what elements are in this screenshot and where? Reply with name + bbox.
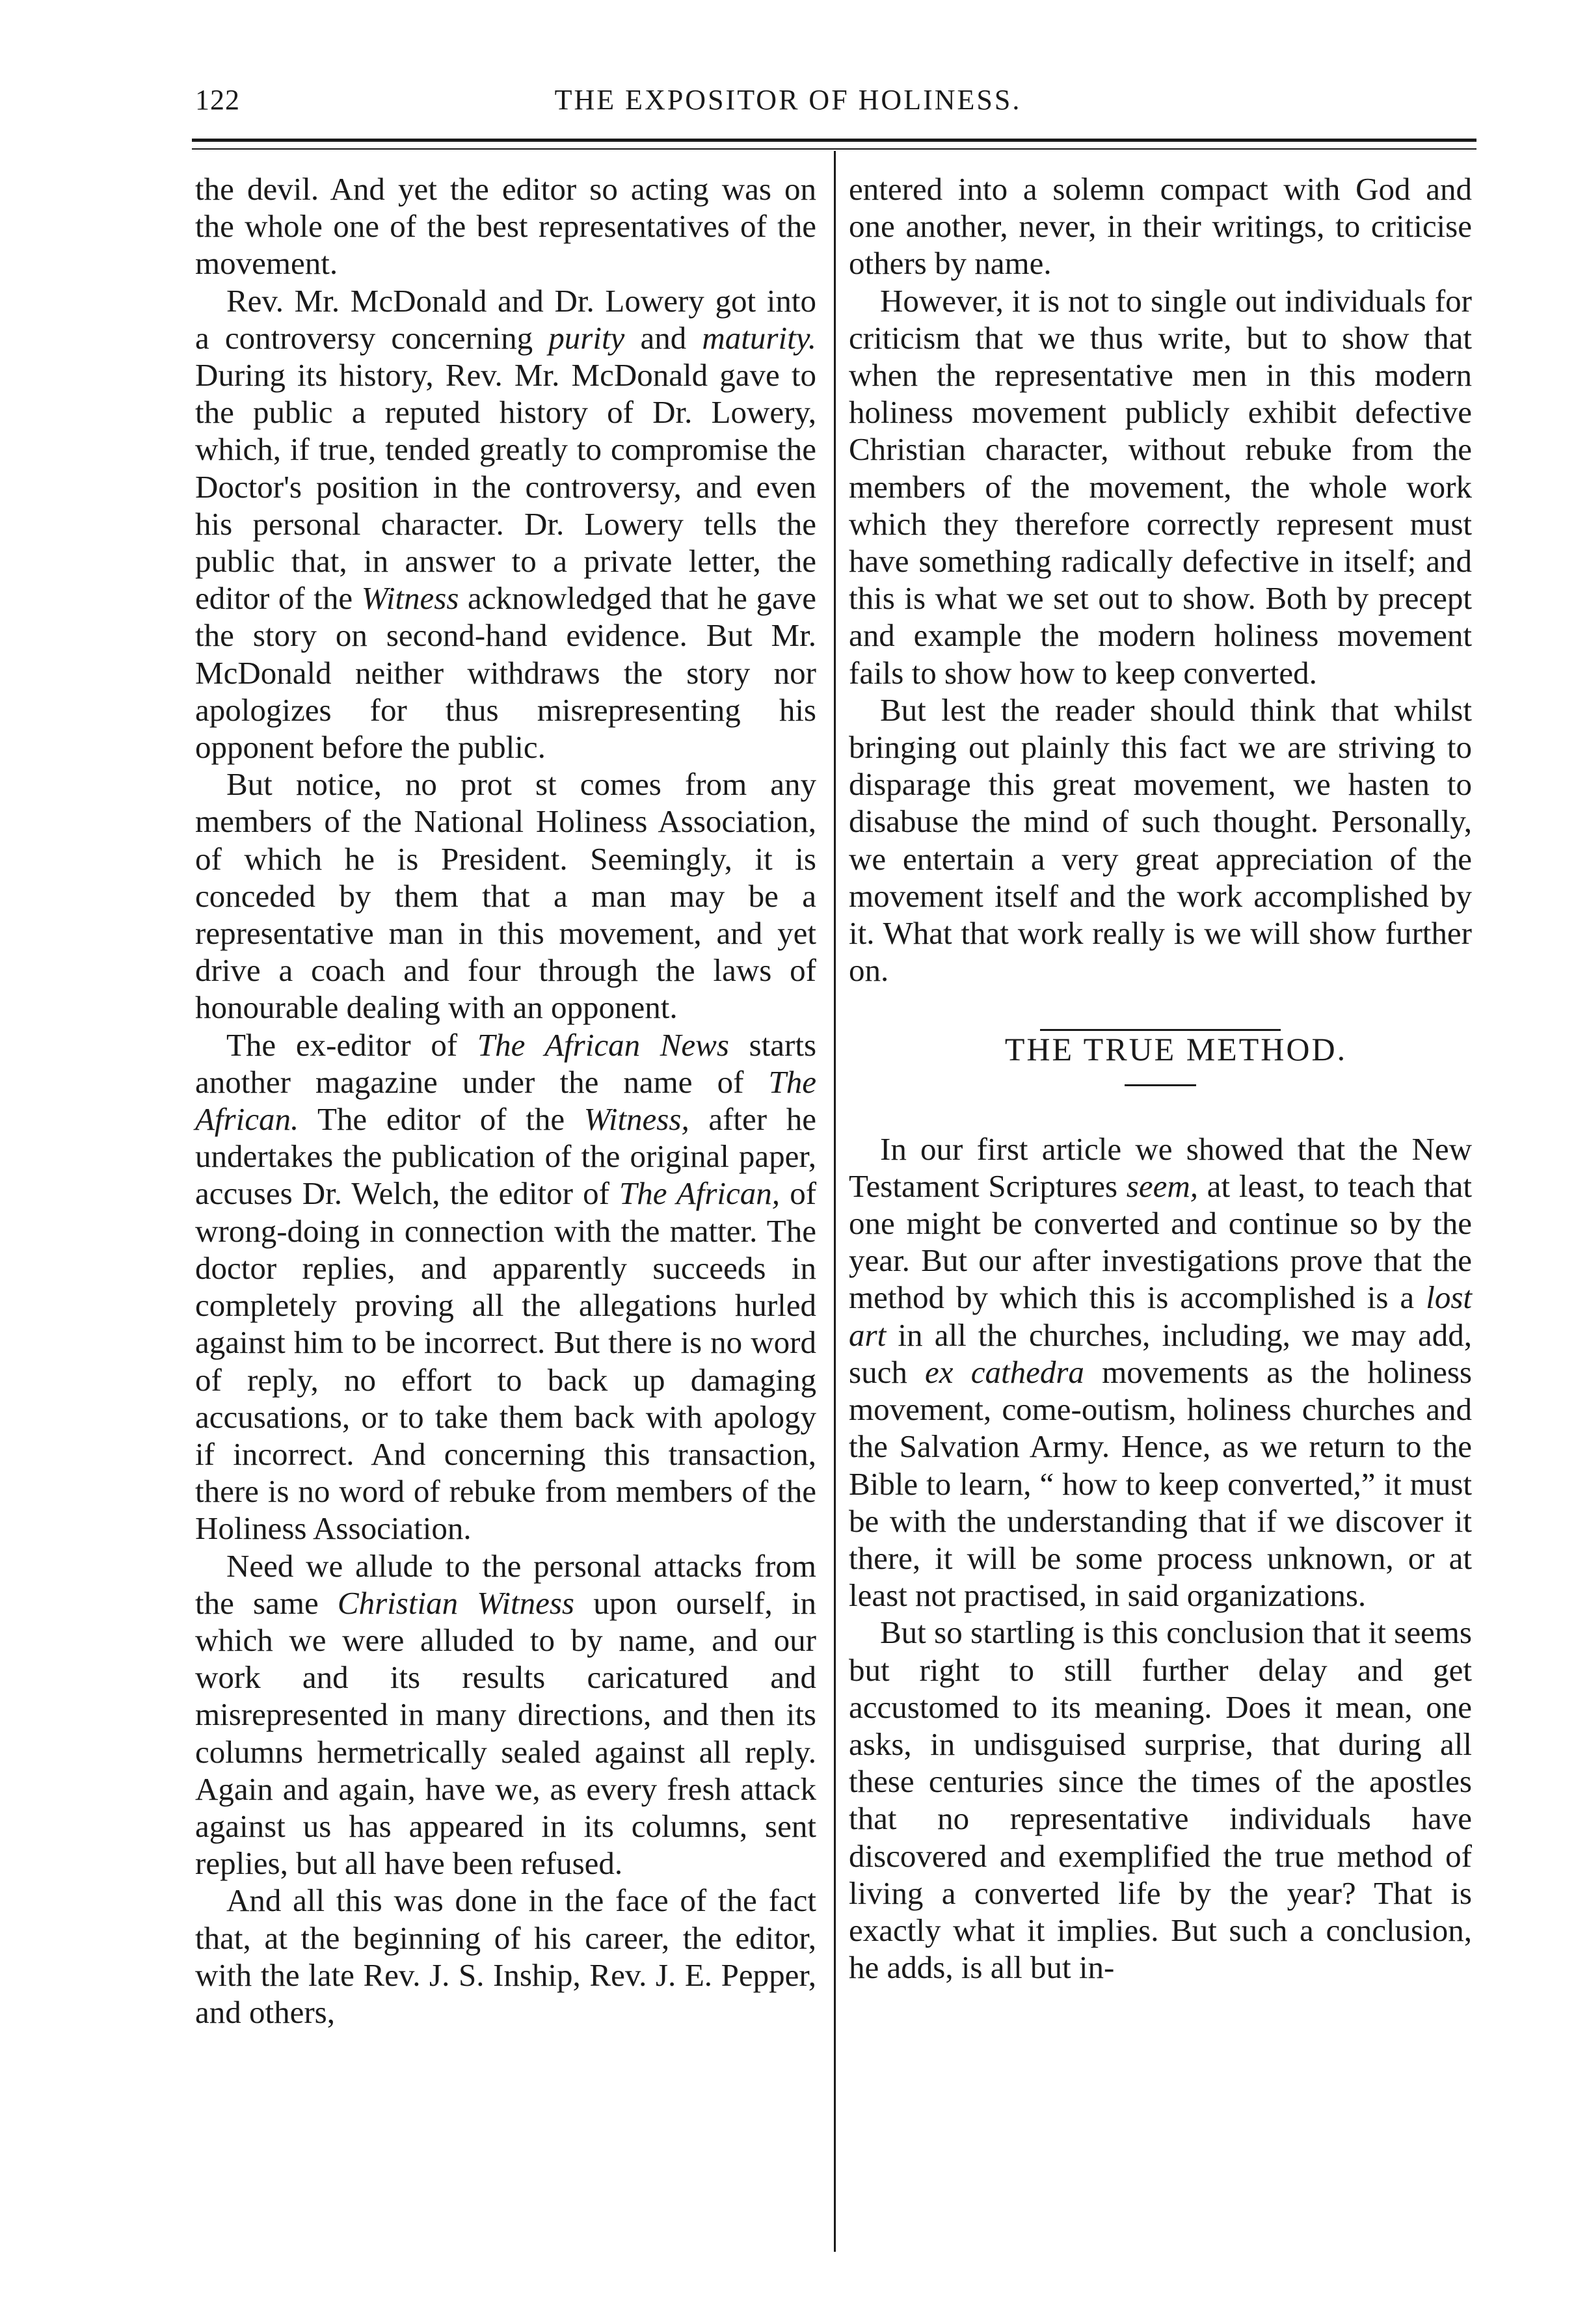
left-paragraph-6: And all this was done in the face of the fact that, at the beginning of his career, the editor, with the late Rev. J. S. Inship, Rev. J. E. Pepper, and others, — [195, 1882, 816, 2030]
right-paragraph-5: But so startling is this conclusion that it seems but right to still further delay and get accustomed to its meaning. Does it mean, one asks, in undisguised surprise, that during all these centuries since the times of the apostles that no representative individuals have discovered and exemplified the true method of living a converted life by the year? That is exactly what it implies. But such a conclusion, he adds, is all but in- — [849, 1614, 1472, 1986]
right-paragraph-1: entered into a solemn compact with God and one another, never, in their writings, to criticise others by name. — [849, 171, 1472, 282]
section-heading-underline — [1125, 1084, 1196, 1086]
left-paragraph-1: the devil. And yet the editor so acting was on the whole one of the best representatives of the movement. — [195, 171, 816, 282]
left-paragraph-5: Need we allude to the personal attacks from the same Christian Witness upon ourself, in which we were alluded to by name, and our work and its results caricatured and misrepresented in many directions, and then its columns hermetrically sealed against all reply. Again and again, have we, as every fresh attack against us has appeared in its columns, sent replies, but all have been refused. — [195, 1547, 816, 1882]
right-column — [849, 170, 1472, 1986]
section-heading: THE TRUE METHOD. — [1004, 1031, 1348, 1068]
left-paragraph-2: Rev. Mr. McDonald and Dr. Lowery got into a controversy concerning purity and maturity. During its history, Rev. Mr. McDonald gave to the public a reputed history of Dr. Lowery, which, if true, tended greatly to compromise the Doctor's position in the controversy, and even his personal character. Dr. Lowery tells the public that, in answer to a private letter, the editor of the Witness acknowledged that he gave the story on second-hand evidence. But Mr. McDonald neither withdraws the story nor apologizes for thus misrepresenting his opponent before the public. — [195, 282, 816, 766]
right-paragraph-3: But lest the reader should think that whilst bringing out plainly this fact we are striving to disparage this great movement, we hasten to disabuse the mind of such thought. Personally, we entertain a very great appreciation of the movement itself and the work accomplished by it. What that work really is we will show further on. — [849, 691, 1472, 989]
running-head: THE EXPOSITOR OF HOLINESS. — [554, 84, 1022, 116]
right-paragraph-2: However, it is not to single out individuals for criticism that we thus write, but to show that when the representative men in this modern holiness movement publicly exhibit defective Christian character, without rebuke from the members of the movement, the whole work which they therefore correctly represent must have something radically defective in itself; and this is what we set out to show. Both by precept and example the modern holiness movement fails to show how to keep converted. — [849, 282, 1472, 691]
column-divider — [834, 151, 836, 2252]
left-paragraph-4: The ex-editor of The African News starts another magazine under the name of The African. The editor of the Witness, after he undertakes the publication of the original paper, accuses Dr. Welch, the editor of The African, of wrong-doing in connection with the matter. The doctor replies, and apparently succeeds in completely proving all the allegations hurled against him to be incorrect. But there is no word of reply, no effort to back up damaging accusations, or to take them back with apology if incorrect. And concerning this transaction, there is no word of rebuke from members of the Holiness Association. — [195, 1026, 817, 1547]
header-rule-thin — [192, 148, 1476, 150]
left-paragraph-3: But notice, no prot st comes from any members of the National Holiness Association, of which he is President. Seemingly, it is conceded by them that a man may be a representative man in this movement, and yet drive a coach and four through the laws of honourable dealing with an opponent. — [195, 766, 816, 1026]
right-paragraph-4: In our first article we showed that the New Testament Scriptures seem, at least, to teach that one might be converted and continue so by the year. But our after investigations prove that the method by which this is accomplished is a lost art in all the churches, including, we may add, such ex cathedra movements as the holiness movement, come-outism, holiness churches and the Salvation Army. Hence, as we return to the Bible to learn, “ how to keep converted,” it must be with the understanding that if we discover it there, it will be some process unknown, or at least not practised, in said organizations. — [849, 1130, 1472, 1614]
left-column — [195, 170, 816, 2031]
header-rule-thick — [192, 139, 1476, 142]
page-number: 122 — [195, 84, 240, 116]
